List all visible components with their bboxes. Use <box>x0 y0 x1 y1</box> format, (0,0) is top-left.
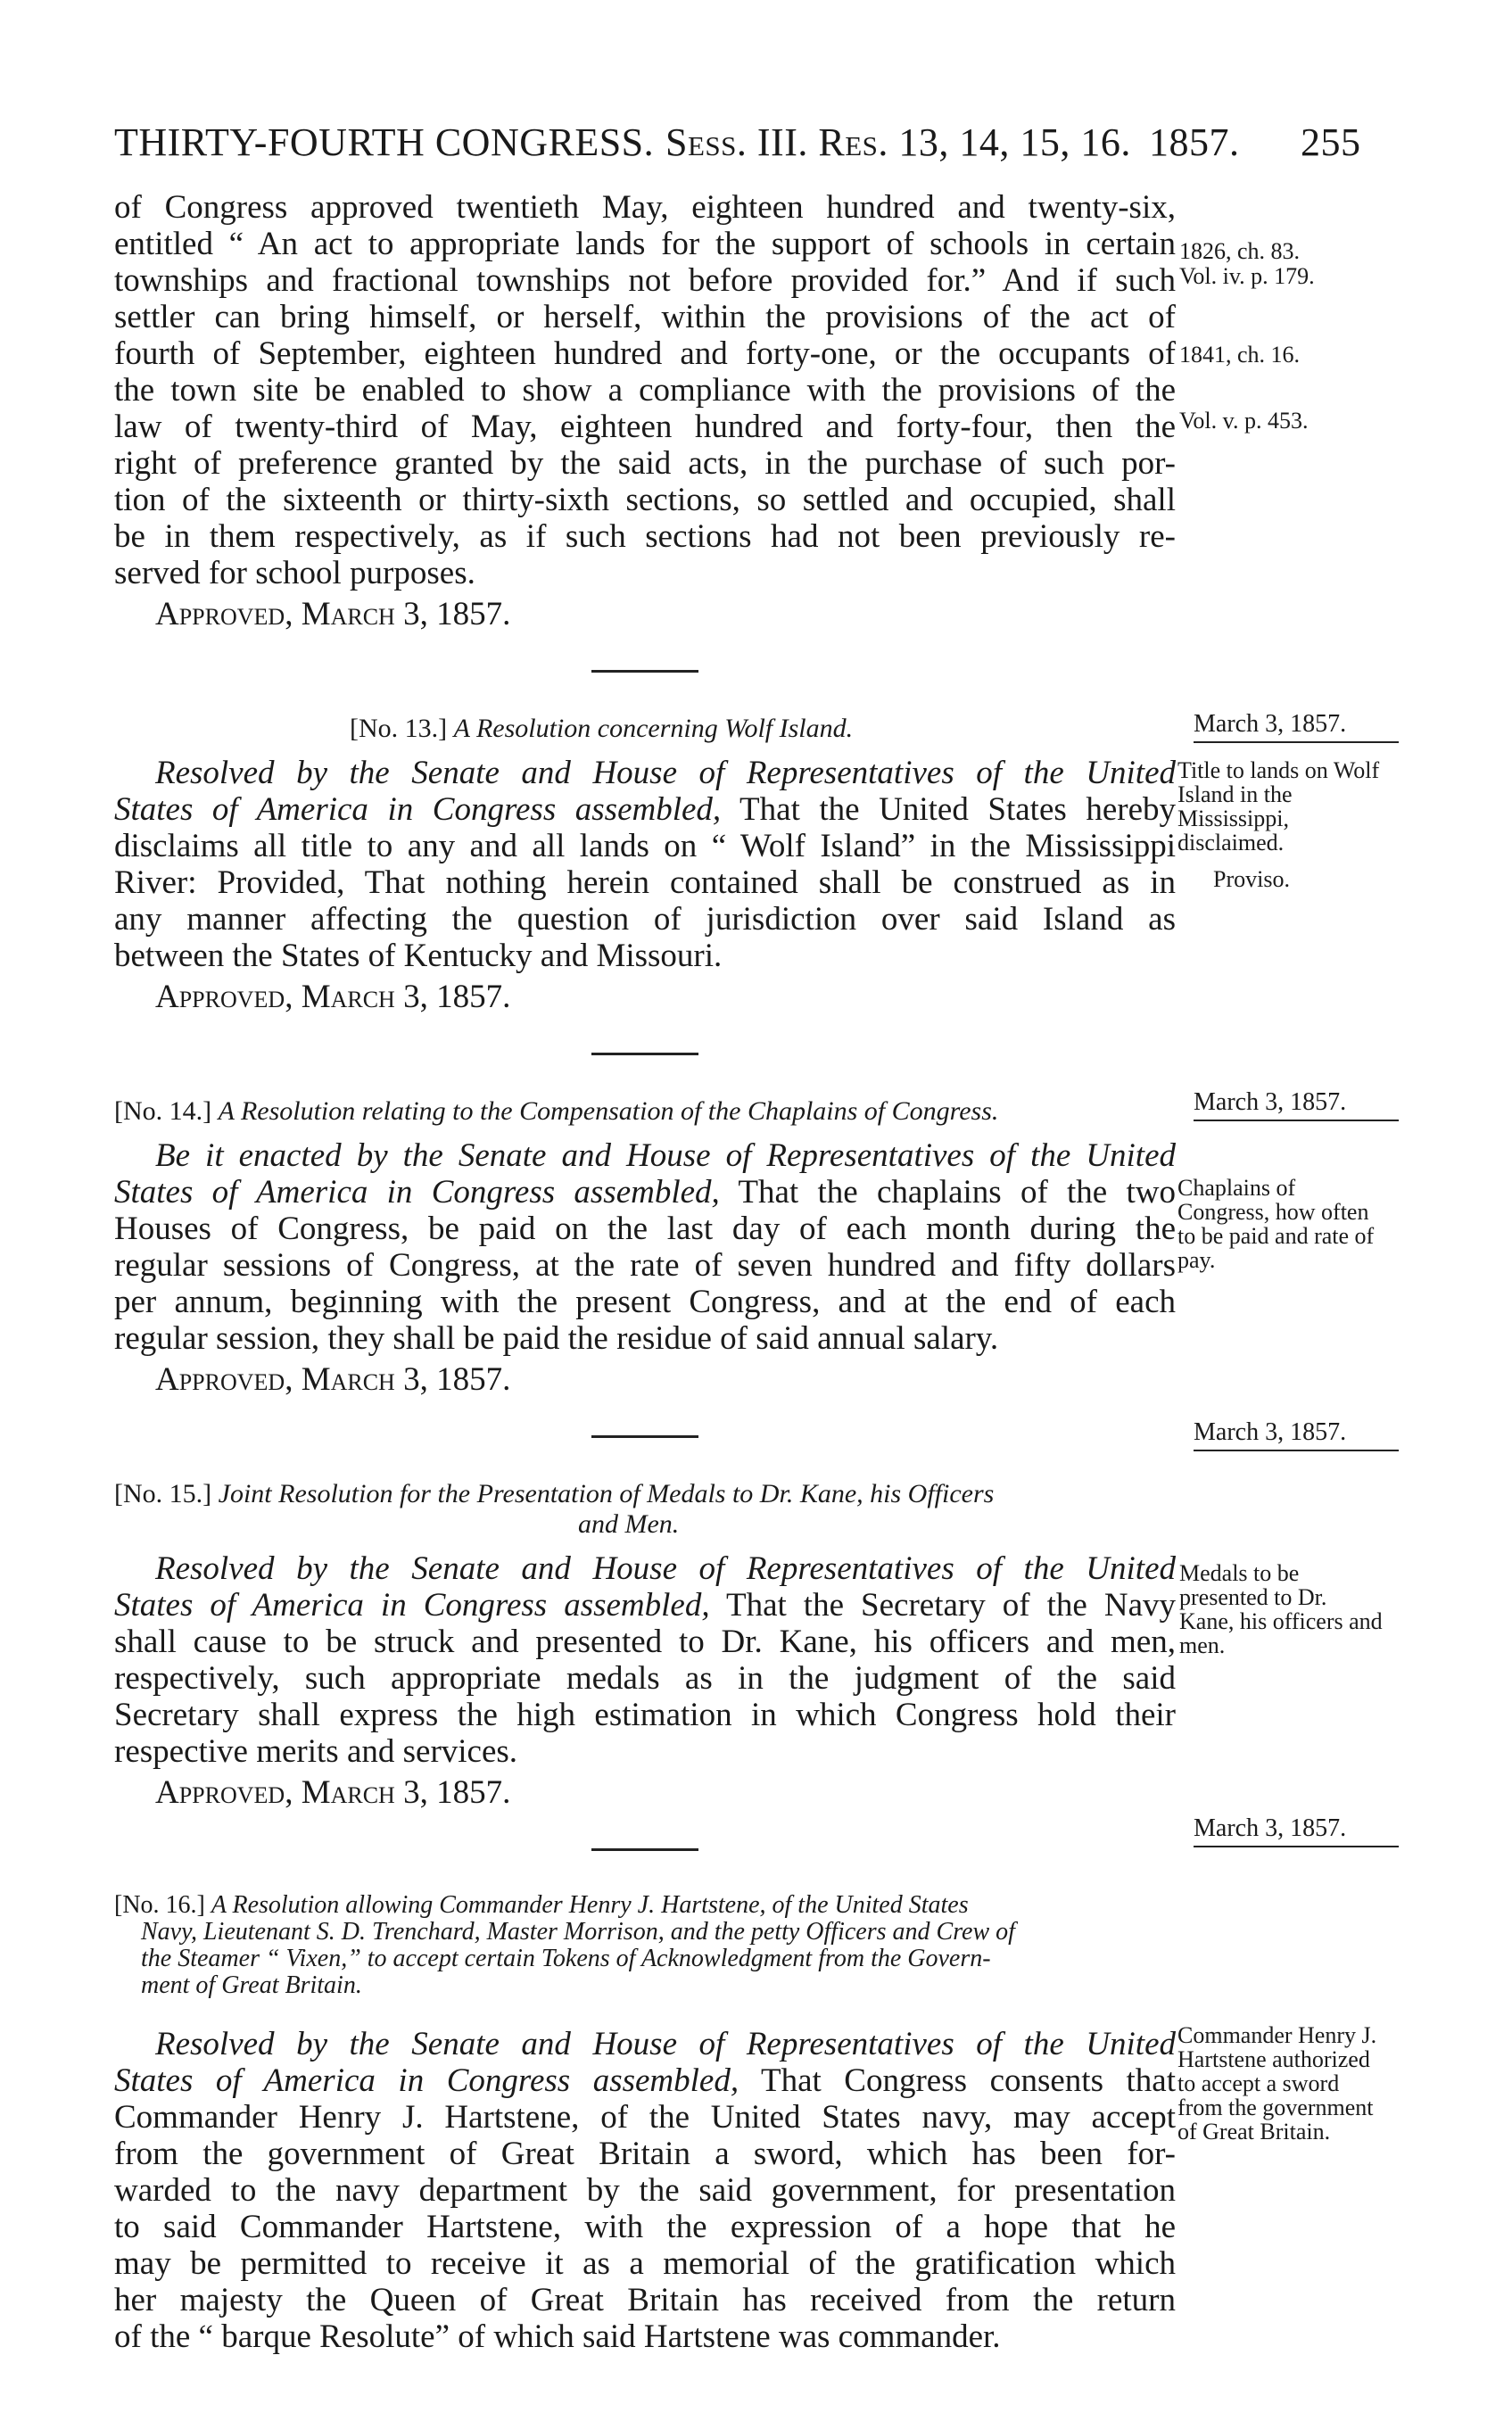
res15-date: March 3, 1857. <box>1194 1420 1399 1451</box>
header-year: 1857. <box>1149 120 1240 164</box>
res14-date: March 3, 1857. <box>1194 1090 1399 1121</box>
text-line: River: Provided, That nothing herein contained shall be construed as in <box>114 864 1176 901</box>
text-line: Secretary shall express the high estimation in which Congress hold their <box>114 1697 1176 1733</box>
text-line: respectively, such appropriate medals as in the judgment of the said <box>114 1660 1176 1697</box>
resolution-16 <box>114 1892 1176 2355</box>
approved-line: Approved, March 3, 1857. <box>155 1774 511 1811</box>
text-line: fourth of September, eighteen hundred and forty-one, or the occupants of <box>114 335 1176 372</box>
text-line: regular session, they shall be paid the residue of said annual salary. <box>114 1320 999 1357</box>
intro-section <box>114 189 1176 634</box>
text-line: shall cause to be struck and presented to Dr. Kane, his officers and men, <box>114 1624 1176 1660</box>
text-line: warded to the navy department by the said government, for presentation <box>114 2172 1176 2209</box>
running-header <box>114 120 1372 169</box>
res14-heading <box>114 1096 1176 1127</box>
text-line: States of America in Congress assembled, That the Secretary of the Navy <box>114 1587 1176 1624</box>
res13-title: A Resolution concerning Wolf Island. <box>453 714 854 743</box>
res15-number: [No. 15.] <box>114 1479 212 1508</box>
res16-title-line: ment of Great Britain. <box>141 1971 362 1999</box>
text-line: Resolved by the Senate and House of Representatives of the United <box>155 2026 1176 2062</box>
text-line: States of America in Congress assembled, That Congress consents that <box>114 2062 1177 2099</box>
section-divider <box>591 1848 698 1851</box>
text-line: respective merits and services. <box>114 1733 518 1770</box>
text-line: townships and fractional townships not before provided for.” And if such <box>114 262 1176 299</box>
section-divider <box>591 1053 698 1055</box>
res13-number: [No. 13.] <box>350 714 448 743</box>
res16-margin-note: Commander Henry J. Hartstene authorized to accept a sword from the government of Great Britain. <box>1177 2022 1377 2144</box>
text-line: settler can bring himself, or herself, within the provisions of the act of <box>114 299 1176 335</box>
res16-date: March 3, 1857. <box>1194 1816 1399 1847</box>
text-line: Resolved by the Senate and House of Representatives of the United <box>155 755 1176 791</box>
text-line: per annum, beginning with the present Congress, and at the end of each <box>114 1284 1176 1320</box>
text-line: of the “ barque Resolute” of which said Hartstene was commander. <box>114 2318 1001 2355</box>
resolution-13 <box>114 714 1176 1017</box>
text-line: law of twenty-third of May, eighteen hundred and forty-four, then the <box>114 409 1176 445</box>
res16-title-line: A Resolution allowing Commander Henry J. Hartstene, of the United States <box>211 1891 969 1919</box>
margin-note-1841: 1841, ch. 16. <box>1179 342 1301 368</box>
text-line: from the government of Great Britain a sword, which has been for- <box>114 2136 1176 2172</box>
section-divider <box>591 1435 698 1438</box>
res14-margin-note: Chaplains of Congress, how often to be paid and rate of pay. <box>1177 1175 1375 1273</box>
margin-note-vol-iv: Vol. iv. p. 179. <box>1179 263 1315 289</box>
res13-proviso: Proviso. <box>1213 866 1290 892</box>
res13-heading <box>114 714 1176 744</box>
text-line: Resolved by the Senate and House of Representatives of the United <box>155 1550 1176 1587</box>
text-line: States of America in Congress assembled, That the United States hereby <box>114 791 1176 828</box>
resolution-14 <box>114 1096 1176 1400</box>
text-line: Commander Henry J. Hartstene, of the United States navy, may accept <box>114 2099 1176 2136</box>
text-line: Be it enacted by the Senate and House of Representatives of the United <box>155 1137 1176 1174</box>
res16-title-line: Navy, Lieutenant S. D. Trenchard, Master Morrison, and the petty Officers and Crew of <box>141 1918 1015 1946</box>
res16-number: [No. 16.] <box>114 1891 205 1919</box>
text-line: her majesty the Queen of Great Britain has received from the return <box>114 2282 1176 2318</box>
text-line: between the States of Kentucky and Missouri. <box>114 938 723 974</box>
res16-title-line: the Steamer “ Vixen,” to accept certain Tokens of Acknowledgment from the Govern- <box>141 1945 991 1972</box>
text-line: of Congress approved twentieth May, eighteen hundred and twenty-six, <box>114 189 1176 226</box>
text-line: entitled “ An act to appropriate lands for the support of schools in certain <box>114 226 1176 262</box>
resolution-15 <box>114 1479 1176 1813</box>
text-line: right of preference granted by the said acts, in the purchase of such por- <box>114 445 1176 482</box>
text-line: regular sessions of Congress, at the rate of seven hundred and fifty dollars <box>114 1247 1176 1284</box>
text-line: served for school purposes. <box>114 555 475 591</box>
text-line: Houses of Congress, be paid on the last day of each month during the <box>114 1211 1176 1247</box>
text-line: States of America in Congress assembled, That the chaplains of the two <box>114 1174 1177 1211</box>
text-line: tion of the sixteenth or thirty-sixth sections, so settled and occupied, shall <box>114 482 1176 518</box>
res13-margin-note: Title to lands on Wolf Island in the Mississippi, disclaimed. <box>1177 757 1380 855</box>
margin-note-vol-v: Vol. v. p. 453. <box>1179 408 1309 434</box>
text-line: the town site be enabled to show a compliance with the provisions of the <box>114 372 1176 409</box>
text-line: to said Commander Hartstene, with the expression of a hope that he <box>114 2209 1176 2245</box>
res13-date: March 3, 1857. <box>1194 712 1399 743</box>
margin-note-1826: 1826, ch. 83. <box>1179 238 1301 264</box>
text-line: may be permitted to receive it as a memorial of the gratification which <box>114 2245 1176 2282</box>
text-line: disclaims all title to any and all lands on “ Wolf Island” in the Mississippi <box>114 828 1176 864</box>
res15-margin-note: Medals to be presented to Dr. Kane, his officers and men. <box>1179 1560 1383 1658</box>
res14-title: A Resolution relating to the Compensation of the Chaplains of Congress. <box>218 1096 999 1126</box>
approved-line: Approved, March 3, 1857. <box>155 596 511 632</box>
section-divider <box>591 670 698 673</box>
approved-line: Approved, March 3, 1857. <box>155 1361 511 1398</box>
res14-number: [No. 14.] <box>114 1096 212 1126</box>
header-session: Sess. III. Res. 13, 14, 15, 16. <box>665 120 1131 164</box>
res16-heading <box>114 1892 1176 1999</box>
page-body <box>114 189 1176 2355</box>
res15-heading <box>114 1479 1176 1540</box>
text-line: any manner affecting the question of jurisdiction over said Island as <box>114 901 1176 938</box>
res15-title-line: Joint Resolution for the Presentation of Medals to Dr. Kane, his Officers <box>218 1479 995 1508</box>
text-line: be in them respectively, as if such sections had not been previously re- <box>114 518 1176 555</box>
header-title: THIRTY-FOURTH CONGRESS. <box>114 120 655 164</box>
page-number: 255 <box>1301 120 1361 164</box>
approved-line: Approved, March 3, 1857. <box>155 979 511 1015</box>
res15-title-line: and Men. <box>578 1509 680 1539</box>
